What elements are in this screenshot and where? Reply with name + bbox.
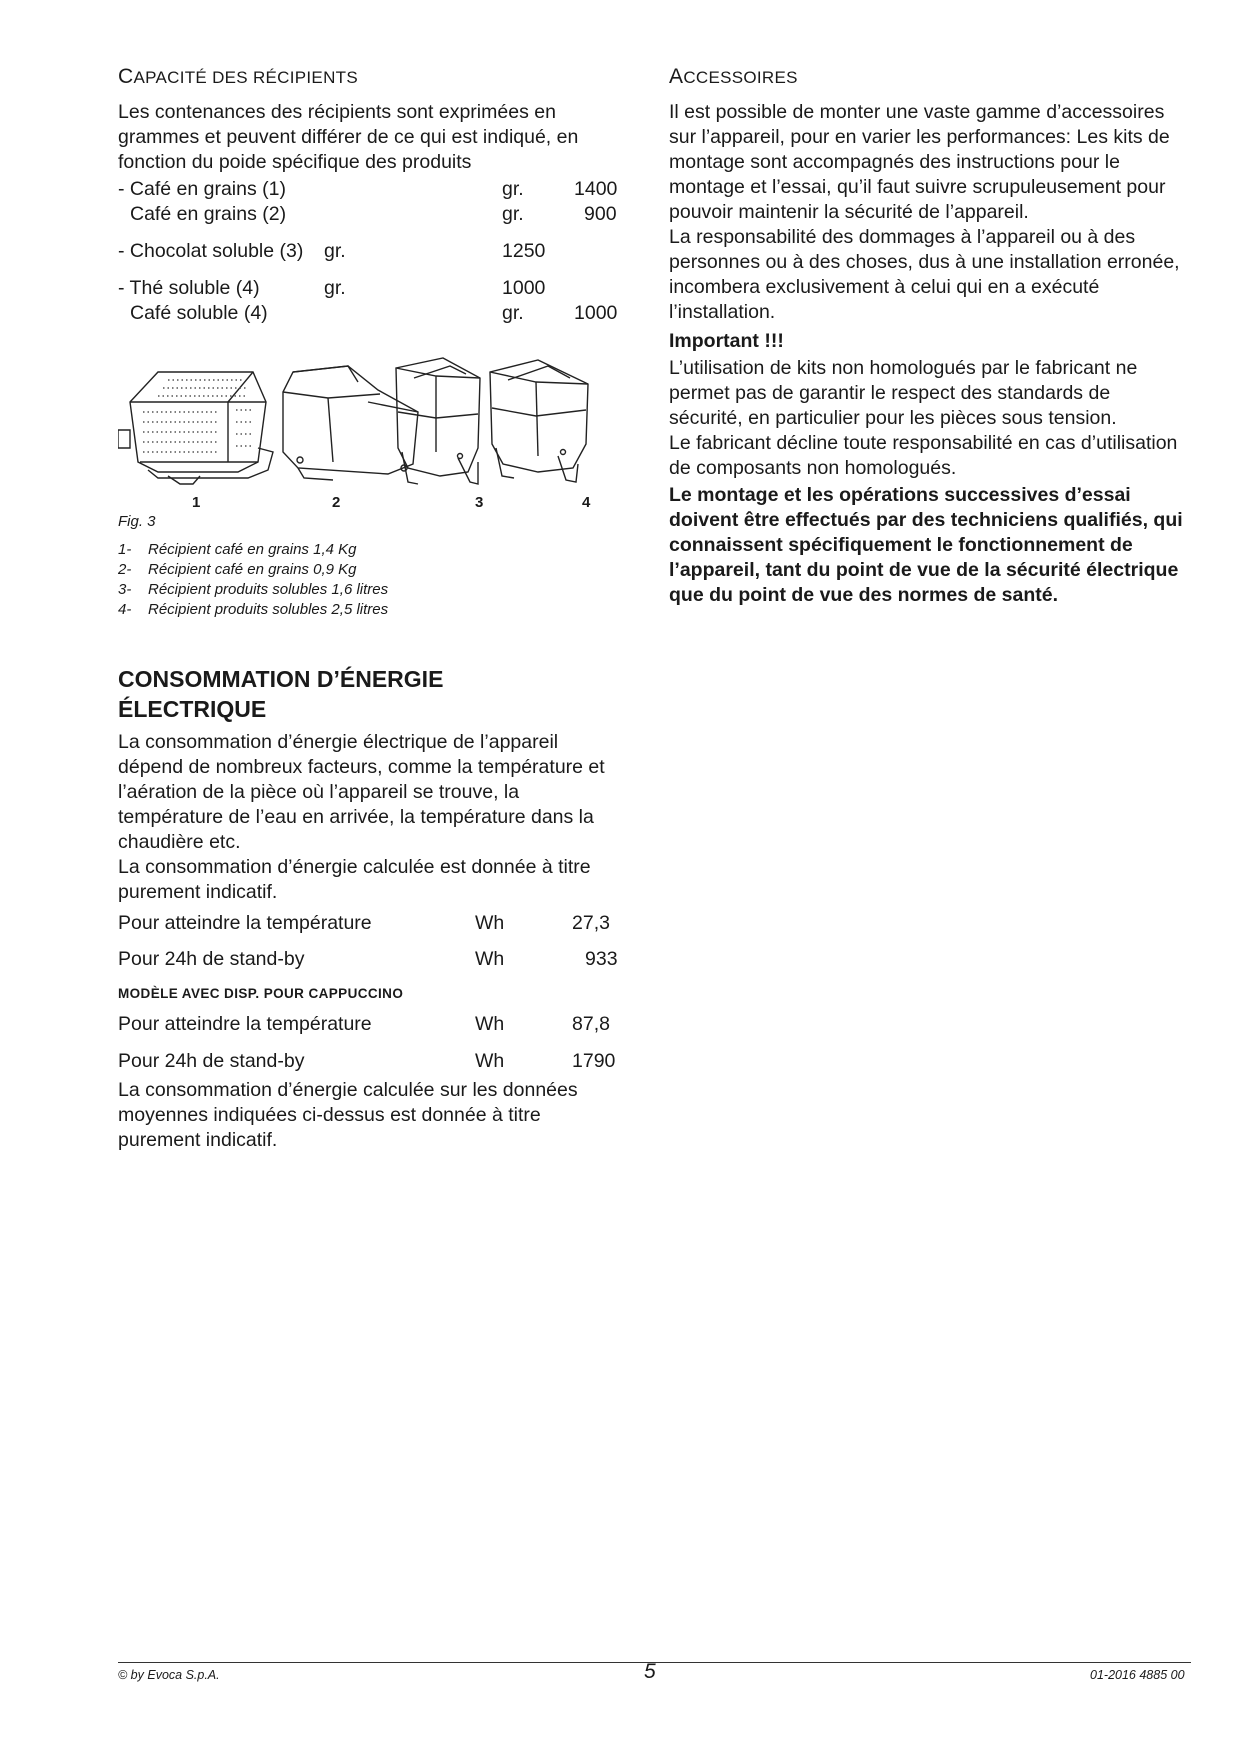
row-unit: Wh — [475, 948, 505, 970]
row-label: Pour atteindre la température — [118, 912, 372, 934]
row-unit: gr. — [324, 277, 346, 299]
row-label: Café en grains (2) — [130, 203, 287, 225]
capacity-table — [118, 177, 628, 326]
footer-copyright: © by Evoca S.p.A. — [118, 1668, 220, 1682]
row-value: 900 — [584, 203, 617, 225]
table-row — [118, 177, 628, 202]
table-row — [118, 1049, 628, 1074]
title-initial: A — [669, 65, 684, 88]
title-rest: APACITÉ DES RÉCIPIENTS — [133, 68, 358, 87]
energy-para-1: La consommation d’énergie électrique de l’appareil dépend de nombreux facteurs, comme la température et l’aération de la pièce où l’appareil se trouve, la température de l’eau en arrivée, la température dans la chaudière etc. — [118, 731, 605, 853]
legend-text: Récipient café en grains 0,9 Kg — [148, 561, 357, 578]
energy-para-3: La consommation d’énergie calculée sur les données moyennes indiquées ci-dessus est donnée à titre purement indicatif. — [118, 1079, 578, 1151]
accessories-para-2: La responsabilité des dommages à l’appareil ou à des personnes ou à des choses, dus à une installation erronée, incombera exclusivement à celui qui en a exécuté l’installation. — [669, 226, 1180, 323]
row-unit: gr. — [502, 203, 524, 225]
legend-num: 4- — [118, 601, 132, 618]
energy-table-1 — [118, 911, 628, 972]
legend-item — [118, 600, 628, 620]
figure-number-3: 3 — [475, 494, 484, 511]
table-row — [118, 239, 628, 264]
energy-table-2 — [118, 1012, 628, 1074]
row-value: 1000 — [502, 277, 546, 299]
row-value: 1790 — [572, 1050, 616, 1072]
page-number: 5 — [644, 1660, 656, 1683]
table-row — [118, 1012, 628, 1049]
figure-number-2: 2 — [332, 494, 341, 511]
row-value: 933 — [585, 948, 618, 970]
container-4-drawing — [490, 360, 588, 482]
row-label: - Thé soluble (4) — [118, 277, 260, 299]
legend-text: Récipient produits solubles 1,6 litres — [148, 581, 389, 598]
legend-item — [118, 540, 628, 560]
capacity-intro: Les contenances des récipients sont exprimées en grammes et peuvent différer de ce qui est indiqué, en fonction du poide spécifique des produits — [118, 101, 579, 173]
legend-text: Récipient café en grains 1,4 Kg — [148, 541, 357, 558]
row-label: Pour 24h de stand-by — [118, 1050, 305, 1072]
accessories-warning: Le montage et les opérations successives d’essai doivent être effectués par des techniciens qualifiés, qui connaissent spécifiquement le fonctionnement de l’appareil, tant du point de vue de la sécurité électrique que du point de vue des normes de santé. — [669, 484, 1183, 606]
accessories-para-4: Le fabricant décline toute responsabilité en cas d’utilisation de composants non homologués. — [669, 432, 1178, 479]
row-value: 1250 — [502, 240, 546, 262]
row-label: - Chocolat soluble (3) — [118, 240, 304, 262]
figure-number-1: 1 — [192, 494, 201, 511]
row-label: Café soluble (4) — [130, 302, 268, 324]
containers-illustration — [118, 352, 648, 492]
legend-num: 3- — [118, 581, 132, 598]
row-unit: Wh — [475, 1050, 505, 1072]
legend-num: 1- — [118, 541, 132, 558]
accessories-para-1: Il est possible de monter une vaste gamme d’accessoires sur l’appareil, pour en varier les performances: Les kits de montage sont accompagnés des instructions pour le montage et l’essai, qu’il faut suivre scrupuleusement pour pouvoir maintenir la sécurité de l’appareil. — [669, 101, 1170, 223]
container-1-drawing — [118, 372, 273, 484]
figure-legend — [118, 540, 628, 620]
legend-item — [118, 580, 628, 600]
cappuccino-subheading: MODÈLE AVEC DISP. POUR CAPPUCCINO — [118, 986, 404, 1001]
row-value: 1000 — [574, 302, 618, 324]
row-unit: gr. — [324, 240, 346, 262]
row-unit: gr. — [502, 178, 524, 200]
row-value: 27,3 — [572, 912, 610, 934]
table-row — [118, 911, 628, 947]
row-label: - Café en grains (1) — [118, 178, 286, 200]
table-row — [118, 276, 628, 301]
right-column — [669, 66, 1189, 608]
footer-doc-code: 01-2016 4885 00 — [1090, 1668, 1185, 1682]
row-label: Pour 24h de stand-by — [118, 948, 305, 970]
row-unit: Wh — [475, 1013, 505, 1035]
important-label: Important !!! — [669, 330, 784, 352]
containers-figure — [118, 352, 628, 512]
row-unit: Wh — [475, 912, 505, 934]
table-row — [118, 301, 628, 326]
row-value: 1400 — [574, 178, 618, 200]
legend-num: 2- — [118, 561, 132, 578]
legend-item — [118, 560, 628, 580]
figure-caption: Fig. 3 — [118, 513, 156, 530]
accessories-para-3: L’utilisation de kits non homologués par le fabricant ne permet pas de garantir le respect des standards de sécurité, en particulier pour les pièces sous tension. — [669, 357, 1138, 429]
legend-text: Récipient produits solubles 2,5 litres — [148, 601, 389, 618]
row-value: 87,8 — [572, 1013, 610, 1035]
title-initial: C — [118, 65, 134, 88]
row-unit: gr. — [502, 302, 524, 324]
energy-heading: CONSOMMATION D’ÉNERGIE ÉLECTRIQUE — [118, 666, 444, 722]
row-label: Pour atteindre la température — [118, 1013, 372, 1035]
title-rest: CCESSOIRES — [683, 68, 798, 87]
figure-number-4: 4 — [582, 494, 591, 511]
capacity-section-title — [118, 66, 628, 88]
accessories-section-title — [669, 66, 1189, 88]
left-column — [118, 66, 628, 1153]
table-row — [118, 947, 628, 972]
table-row — [118, 202, 628, 227]
energy-para-2: La consommation d’énergie calculée est donnée à titre purement indicatif. — [118, 856, 591, 903]
